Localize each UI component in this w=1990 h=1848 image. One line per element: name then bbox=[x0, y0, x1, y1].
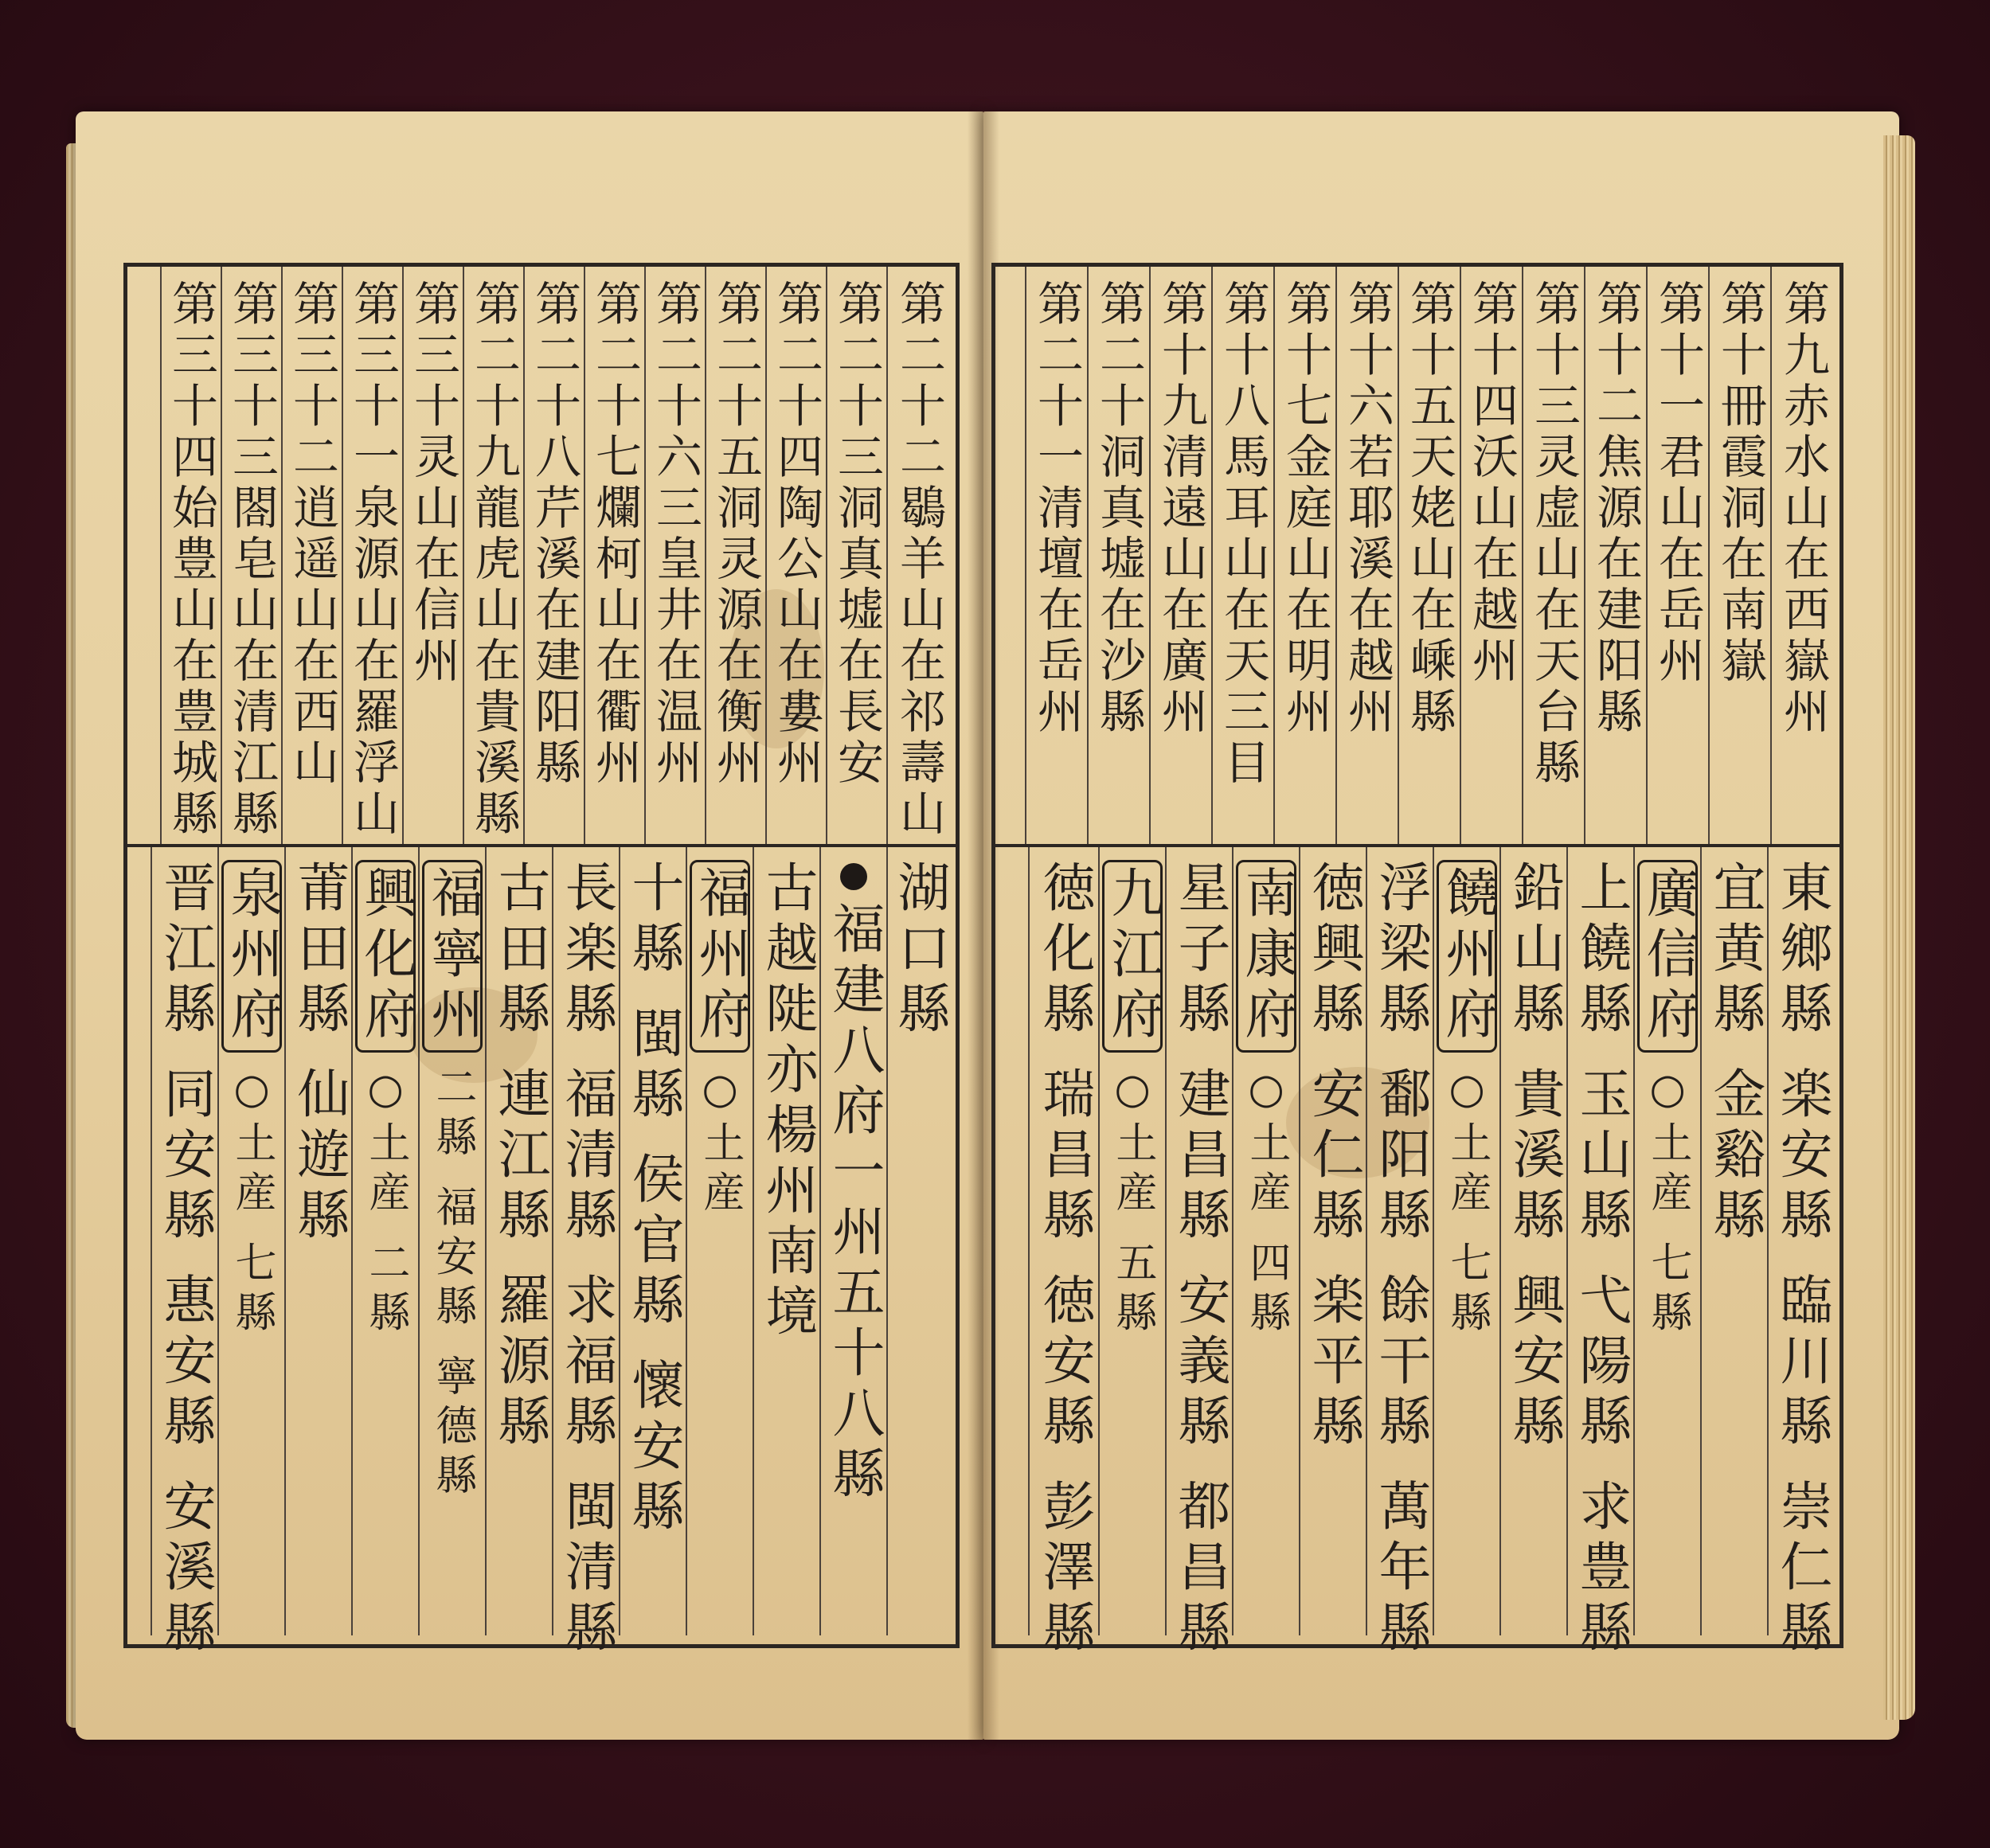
left-upper-col-13 bbox=[160, 267, 221, 844]
column-text: ○土産 七縣 bbox=[228, 1065, 276, 1340]
right-upper-col-6 bbox=[1460, 267, 1522, 844]
right-upper-col-2 bbox=[1708, 267, 1770, 844]
column-text: 東鄉縣 楽安縣 臨川縣 崇仁縣 bbox=[1771, 860, 1832, 1660]
right-upper-col-9 bbox=[1273, 267, 1335, 844]
column-text: 第二十六三皇井在温州 bbox=[648, 279, 702, 789]
column-text: 第二十一清壇在岳州 bbox=[1030, 279, 1084, 738]
prefecture-label-box: 南康府 bbox=[1236, 860, 1296, 1053]
prefecture-label-box: 九江府 bbox=[1102, 860, 1163, 1053]
column-text: 第十冊霞洞在南嶽 bbox=[1713, 279, 1767, 687]
column-text: ○土産 七縣 bbox=[1644, 1065, 1691, 1340]
left-lower-col-9 bbox=[351, 847, 418, 1635]
left-upper-col-2 bbox=[826, 267, 886, 844]
column-text: 晋江縣 同安縣 惠安縣 安溪縣 bbox=[154, 860, 216, 1660]
column-text: 長楽縣 福清縣 求福縣 閩清縣 bbox=[556, 860, 617, 1660]
column-text: 第十四沃山在越州 bbox=[1464, 279, 1519, 687]
right-upper-col-12 bbox=[1087, 267, 1149, 844]
right-upper-col-3 bbox=[1646, 267, 1708, 844]
column-text: 湖口縣 bbox=[889, 860, 950, 1041]
column-text: 第二十四陶公山在婁州 bbox=[769, 279, 823, 789]
column-text: 鉛山縣 貴溪縣 興安縣 bbox=[1503, 860, 1565, 1454]
right-lower-col-2 bbox=[1700, 847, 1767, 1635]
column-text: 星子縣 建昌縣 安義縣 都昌縣 bbox=[1169, 860, 1230, 1660]
column-text: 第三十四始豊山在豊城縣 bbox=[164, 279, 218, 840]
column-text: 徳興縣 安仁縣 楽平縣 bbox=[1303, 860, 1364, 1454]
open-book bbox=[76, 111, 1899, 1740]
column-text: 第十二焦源在建阳縣 bbox=[1589, 279, 1643, 738]
prefecture-label-box: 福州府 bbox=[690, 860, 750, 1053]
left-upper-col-6 bbox=[584, 267, 644, 844]
column-text: 第二十二鶡羊山在祁壽山 bbox=[892, 279, 946, 840]
prefecture-label-box: 泉州府 bbox=[221, 860, 282, 1053]
left-upper-col-8 bbox=[463, 267, 523, 844]
left-upper-col-7 bbox=[523, 267, 584, 844]
column-text: 第十三灵虚山在天台縣 bbox=[1527, 279, 1581, 789]
column-text: 福建八府一州五十八縣 bbox=[823, 901, 885, 1506]
column-text: 第二十九龍虎山在貴溪縣 bbox=[467, 279, 521, 840]
column-text: 第二十五洞灵源在衡州 bbox=[709, 279, 763, 789]
prefecture-label-box: 福寧州 bbox=[422, 860, 483, 1053]
right-lower-col-11 bbox=[1098, 847, 1165, 1635]
column-text: 第十一君山在岳州 bbox=[1651, 279, 1705, 687]
right-upper-col-7 bbox=[1398, 267, 1460, 844]
bullet-dot bbox=[840, 863, 867, 890]
column-text: ○土産 五縣 bbox=[1108, 1065, 1156, 1340]
left-lower-col-2 bbox=[819, 847, 886, 1635]
right-lower-col-9 bbox=[1232, 847, 1299, 1635]
left-upper-col-10 bbox=[342, 267, 402, 844]
prefecture-label-box: 饒州府 bbox=[1437, 860, 1497, 1053]
right-upper-col-5 bbox=[1522, 267, 1584, 844]
right-lower-col-1 bbox=[1767, 847, 1834, 1660]
column-text: 宜黄縣 金谿縣 bbox=[1704, 860, 1765, 1248]
left-upper-col-1 bbox=[886, 267, 950, 844]
right-upper-col-13 bbox=[1025, 267, 1087, 844]
left-lower-col-3 bbox=[753, 847, 819, 1635]
left-lower-col-1 bbox=[886, 847, 950, 1635]
right-lower-col-3 bbox=[1633, 847, 1700, 1635]
column-text: 浮梁縣 鄱阳縣 餘干縣 萬年縣 bbox=[1370, 860, 1431, 1660]
right-upper-col-4 bbox=[1584, 267, 1646, 844]
column-text: 莆田縣 仙遊縣 bbox=[288, 860, 350, 1248]
column-text: 十縣 閩縣 侯官縣 懷安縣 bbox=[623, 860, 684, 1539]
left-lower-col-8 bbox=[418, 847, 485, 1635]
column-text: 第十七金庭山在明州 bbox=[1278, 279, 1332, 738]
left-lower-col-6 bbox=[552, 847, 619, 1660]
column-text: 第二十七爛柯山在衢州 bbox=[588, 279, 642, 789]
left-lower-col-5 bbox=[619, 847, 686, 1635]
column-text: 古越𨺗亦楊州南境 bbox=[757, 860, 818, 1344]
column-text: 上饒縣 玉山縣 弋陽縣 求豊縣 bbox=[1570, 860, 1632, 1660]
right-lower-col-6 bbox=[1433, 847, 1499, 1635]
left-lower-col-4 bbox=[686, 847, 753, 1635]
column-text: 第十八馬耳山在天三目 bbox=[1216, 279, 1270, 789]
column-text: 第三十二逍遥山在西山 bbox=[285, 279, 339, 789]
right-lower-col-4 bbox=[1566, 847, 1633, 1660]
column-text: 第二十八芹溪在建阳縣 bbox=[527, 279, 581, 789]
right-upper-col-8 bbox=[1335, 267, 1398, 844]
column-text: 第三十三閤皂山在清江縣 bbox=[225, 279, 279, 840]
prefecture-label-box: 興化府 bbox=[355, 860, 416, 1053]
right-upper-col-10 bbox=[1211, 267, 1273, 844]
left-upper-col-5 bbox=[644, 267, 705, 844]
right-page-edges bbox=[1883, 135, 1915, 1720]
right-lower-col-7 bbox=[1366, 847, 1433, 1660]
column-text: ○土産 bbox=[696, 1065, 744, 1220]
column-text: 第九赤水山在西嶽州 bbox=[1776, 279, 1830, 738]
column-text: ○土産 四縣 bbox=[1242, 1065, 1290, 1340]
column-text: 第三十灵山在信州 bbox=[406, 279, 460, 687]
left-lower-col-7 bbox=[485, 847, 552, 1635]
column-text: 古田縣 連江縣 羅源縣 bbox=[489, 860, 550, 1454]
column-text: 第二十三洞真墟在長安 bbox=[830, 279, 884, 789]
column-text: 第十五天姥山在嵊縣 bbox=[1402, 279, 1456, 738]
column-text: ○土産 二縣 bbox=[362, 1065, 409, 1340]
column-text: 二縣 福安縣 寧德縣 bbox=[428, 1065, 476, 1503]
column-text: 第二十洞真墟在沙縣 bbox=[1092, 279, 1146, 738]
left-lower-col-12 bbox=[151, 847, 217, 1660]
left-upper-col-9 bbox=[402, 267, 463, 844]
right-lower-col-12 bbox=[1028, 847, 1098, 1660]
column-text: ○土産 七縣 bbox=[1443, 1065, 1491, 1340]
right-lower-col-8 bbox=[1299, 847, 1366, 1635]
left-upper-col-12 bbox=[221, 267, 281, 844]
column-text: 第十六若耶溪在越州 bbox=[1340, 279, 1394, 738]
left-upper-col-3 bbox=[765, 267, 826, 844]
column-text: 第三十一泉源山在羅浮山 bbox=[346, 279, 400, 840]
prefecture-label-box: 廣信府 bbox=[1637, 860, 1698, 1053]
left-upper-col-4 bbox=[705, 267, 765, 844]
right-lower-col-10 bbox=[1165, 847, 1232, 1660]
right-upper-col-11 bbox=[1149, 267, 1211, 844]
column-text: 徳化縣 瑞昌縣 徳安縣 彭澤縣 bbox=[1034, 860, 1095, 1660]
left-lower-col-10 bbox=[284, 847, 351, 1635]
right-upper-col-1 bbox=[1770, 267, 1834, 844]
left-upper-col-11 bbox=[281, 267, 342, 844]
right-lower-col-5 bbox=[1499, 847, 1566, 1635]
column-text: 第十九清遠山在廣州 bbox=[1154, 279, 1208, 738]
left-lower-col-11 bbox=[217, 847, 284, 1635]
